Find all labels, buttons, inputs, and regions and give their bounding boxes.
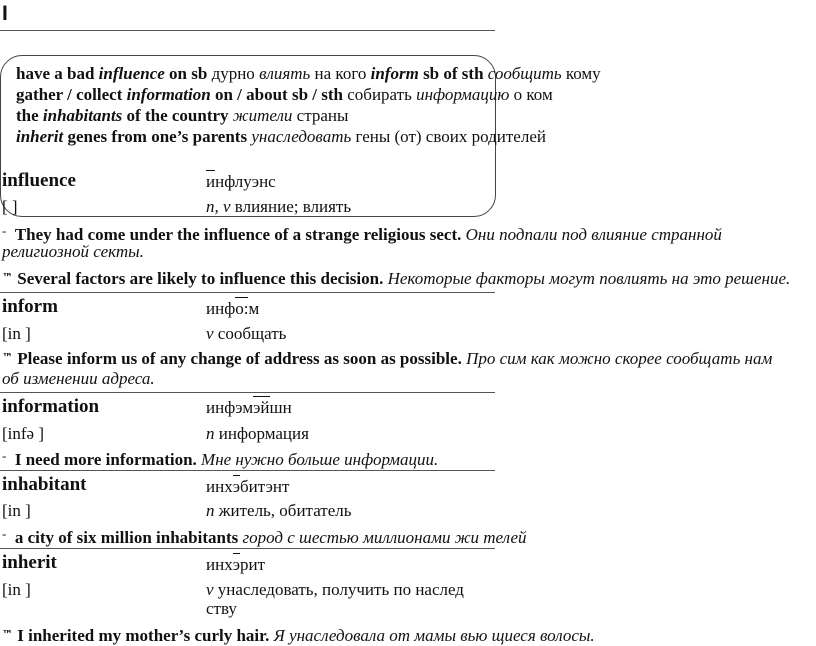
entry-divider [0,392,495,393]
translit-inform: инфо:м [206,299,260,318]
phrase-line [16,64,601,84]
phrase-segment: influence [98,64,165,83]
phrase-segment: genes from one’s parents [63,127,252,146]
translit-information: инфэмэйшн [206,398,292,417]
headword-inhabitant: inhabitant [2,474,87,495]
phrase-segment: на кого [310,64,371,83]
phrase-segment: собирать [347,85,417,104]
example-translation-cont: об изменении адреса. [2,369,155,388]
phrase-segment: gather / collect [16,85,127,104]
example-translation-cont: религиозной секты. [2,242,144,261]
phrase-segment: inform [370,64,419,83]
entry-divider [0,548,495,549]
example-sentence: ™ Several factors are likely to influence this decision. Некоторые факторы могут повлиять на это решение. [2,269,791,288]
transcription-inherit: [in ] [2,580,31,599]
example-sentence: - They had come under the influence of a strange religious sect. Они подпали под влияние странной [2,223,722,244]
meaning-inherit-cont: ству [206,599,237,618]
transcription-information: [infə ] [2,424,45,443]
meaning-inform: v сообщать [206,324,287,343]
entry-divider [0,470,495,471]
phrase-segment: the [16,106,43,125]
phrase-segment: информацию [416,85,510,104]
headword-influence: influence [2,170,76,191]
phrase-segment: жители [232,106,293,125]
meaning-information: n информация [206,424,309,443]
phrase-segment: of sth [443,64,488,83]
phrase-segment: on / about sb / sth [210,85,348,104]
meaning-influence: n, v влияние; влиять [206,197,352,216]
phrase-segment: information [126,85,211,104]
phrase-segment: on sb [164,64,212,83]
example-sentence: ™ I inherited my mother’s curly hair. Я унаследовала от мамы вью щиеся волосы. [2,626,595,645]
phrase-segment: страны [292,106,349,125]
phrase-segment: sb [418,64,444,83]
phrase-segment: гены (от) своих родителей [351,127,546,146]
example-sentence: - a city of six million inhabitants город с шестью миллионами жи телей [2,526,527,547]
phrase-segment: кому [561,64,601,83]
translit-influence: инфлуэнс [206,172,276,191]
headword-information: information [2,396,100,417]
phrase-segment: сообщить [487,64,562,83]
top-divider [0,30,495,31]
phrase-segment: have a bad [16,64,99,83]
phrase-line [16,85,553,105]
transcription-influence: [ ] [2,197,18,216]
transcription-inform: [in ] [2,324,31,343]
phrase-segment: о ком [509,85,553,104]
entry-divider [0,292,495,293]
translit-inherit: инхэрит [206,555,266,574]
phrase-segment: of the country [122,106,233,125]
phrase-segment: дурно [211,64,260,83]
headword-inherit: inherit [2,552,57,573]
phrase-line [16,127,546,147]
phrase-segment: унаследовать [251,127,352,146]
phrase-segment: inhabitants [42,106,123,125]
phrase-segment: влиять [259,64,311,83]
example-sentence: ™ Please inform us of any change of address as soon as possible. Про сим как можно скорее сообщать нам [2,349,773,368]
phrase-line [16,106,348,126]
example-sentence: - I need more information. Мне нужно больше информации. [2,448,439,469]
meaning-inherit: v унаследовать, получить по наслед [206,580,464,599]
headword-inform: inform [2,296,58,317]
phrase-segment: inherit [16,127,64,146]
translit-inhabitant: инхэбитэнт [206,477,290,496]
meaning-inhabitant: n житель, обитатель [206,501,352,520]
transcription-inhabitant: [in ] [2,501,31,520]
section-letter: I [2,2,8,25]
